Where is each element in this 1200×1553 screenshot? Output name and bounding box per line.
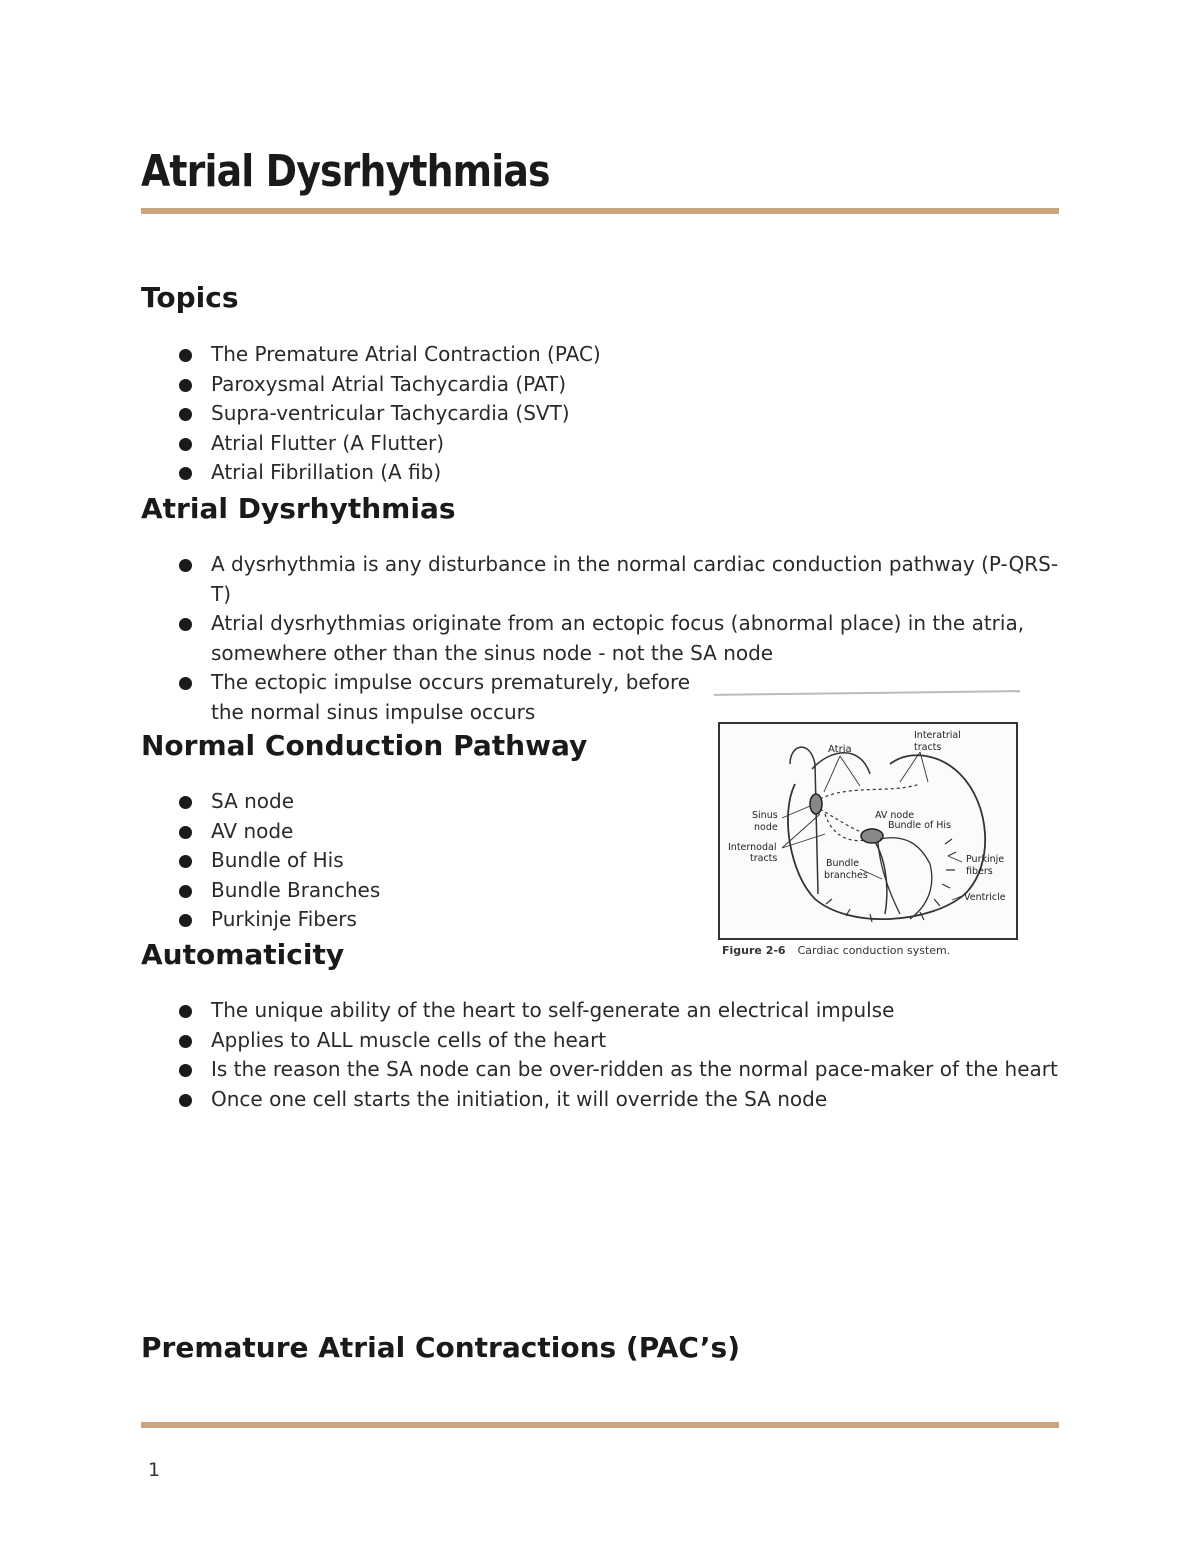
label-atria: Atria: [828, 744, 852, 755]
figure-caption-text: Cardiac conduction system.: [797, 944, 951, 957]
footer-rule: [141, 1422, 1059, 1428]
list-item: Atrial Flutter (A Flutter): [141, 429, 1041, 459]
label-internodal: Internodal: [728, 842, 777, 853]
cardiac-conduction-figure: [714, 688, 1022, 966]
label-interatrial-tracts: tracts: [914, 742, 942, 753]
topics-list: [141, 340, 1041, 488]
list-item: The unique ability of the heart to self-generate an electrical impulse: [141, 996, 1081, 1026]
label-interatrial: Interatrial: [914, 730, 961, 741]
list-item: The Premature Atrial Contraction (PAC): [141, 340, 1041, 370]
list-item: SA node: [141, 787, 641, 817]
title-underline-rule: [141, 208, 1059, 214]
atrial-dysrhythmias-heading: Atrial Dysrhythmias: [141, 492, 456, 525]
list-item: Applies to ALL muscle cells of the heart: [141, 1026, 1081, 1056]
normal-conduction-heading: Normal Conduction Pathway: [141, 729, 588, 762]
label-bundle-branches: branches: [824, 870, 868, 881]
list-item: Supra-ventricular Tachycardia (SVT): [141, 399, 1041, 429]
list-item: Bundle of His: [141, 846, 641, 876]
list-item: A dysrhythmia is any disturbance in the normal cardiac conduction pathway (P-QRS-T): [141, 550, 1061, 609]
document-title: Atrial Dysrhythmias: [141, 146, 550, 197]
list-item: Once one cell starts the initiation, it will override the SA node: [141, 1085, 1081, 1115]
figure-number: Figure 2-6: [722, 944, 786, 957]
page-number: 1: [148, 1459, 161, 1481]
list-item: AV node: [141, 817, 641, 847]
label-sinus-node: node: [754, 822, 778, 833]
label-purkinje: Purkinje: [966, 854, 1005, 865]
topics-heading: Topics: [141, 281, 239, 314]
list-item: The ectopic impulse occurs prematurely, before the normal sinus impulse occurs: [141, 668, 691, 727]
label-av-node: AV node: [875, 810, 915, 821]
label-bundle: Bundle: [826, 858, 860, 869]
label-internodal-tracts: tracts: [750, 853, 778, 864]
scan-edge-line: [714, 690, 1020, 696]
pac-heading: Premature Atrial Contractions (PAC’s): [141, 1331, 741, 1364]
figure-caption: [722, 944, 950, 957]
automaticity-list: [141, 996, 1081, 1114]
figure-frame: [718, 722, 1018, 940]
label-purkinje-fibers: fibers: [966, 866, 993, 877]
heart-diagram: [720, 724, 1016, 938]
list-item: Is the reason the SA node can be over-ridden as the normal pace-maker of the heart: [141, 1055, 1081, 1085]
label-sinus: Sinus: [752, 810, 778, 821]
list-item: Atrial Fibrillation (A fib): [141, 458, 1041, 488]
list-item: Purkinje Fibers: [141, 905, 641, 935]
list-item: Paroxysmal Atrial Tachycardia (PAT): [141, 370, 1041, 400]
label-ventricle: Ventricle: [964, 892, 1006, 903]
list-item: Bundle Branches: [141, 876, 641, 906]
automaticity-heading: Automaticity: [141, 938, 345, 971]
label-bundle-of-his: Bundle of His: [888, 820, 952, 831]
conduction-pathway-list: [141, 787, 641, 935]
list-item: Atrial dysrhythmias originate from an ectopic focus (abnormal place) in the atria, somewhere other than the sinus node - not the SA node: [141, 609, 1061, 668]
